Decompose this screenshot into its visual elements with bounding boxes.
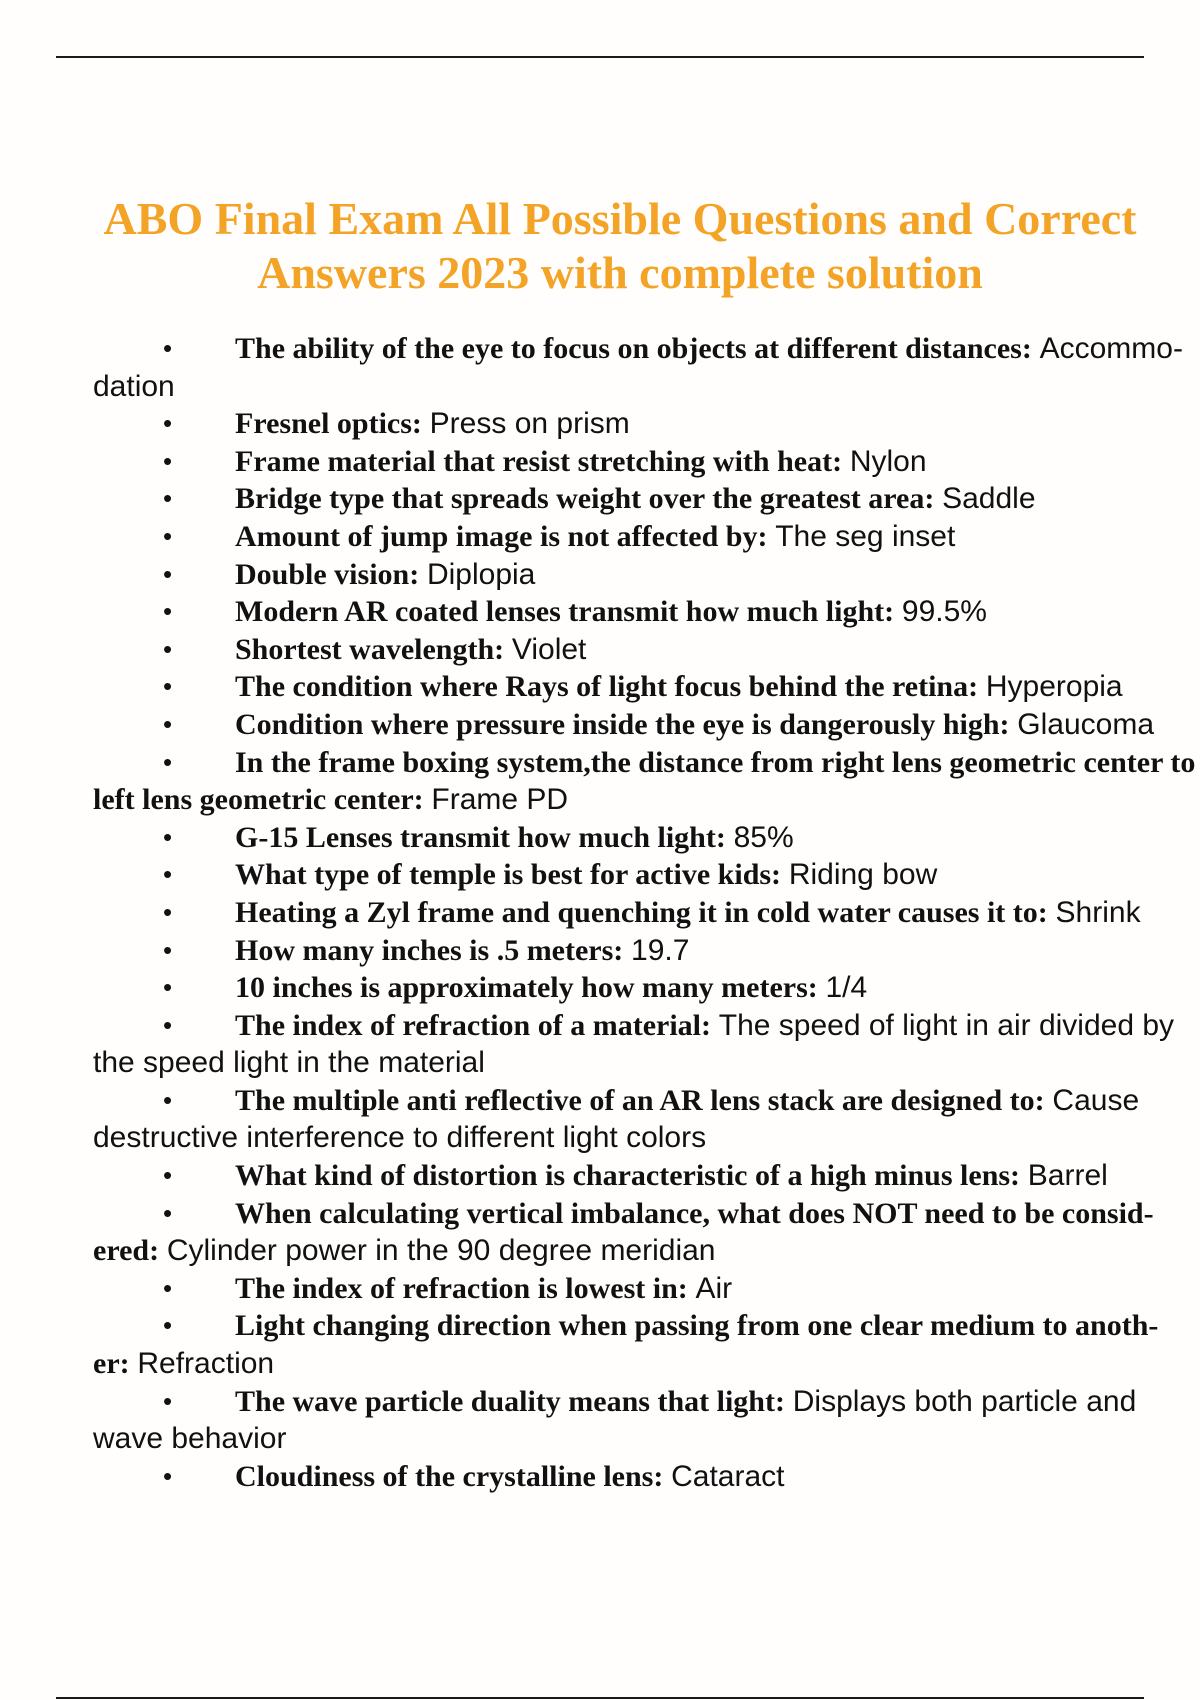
bullet-icon: • [163, 1385, 173, 1416]
answer-text: 1/4 [825, 971, 868, 1005]
list-item [93, 668, 1200, 706]
bullet-icon: • [163, 896, 173, 927]
answer-text: Air [695, 1271, 733, 1305]
answer-text: Frame PD [431, 783, 569, 817]
question-text: The condition where Rays of light focus behind the retina: [235, 670, 979, 704]
list-item [93, 1307, 1200, 1382]
bullet-icon: • [163, 520, 173, 551]
answer-text: Cataract [671, 1459, 785, 1493]
answer-text: 85% [733, 820, 794, 854]
question-text: When calculating vertical imbalance, what does NOT need to be consid- ered: [93, 1196, 1154, 1268]
list-item [93, 1082, 1200, 1157]
list-item [93, 1458, 1200, 1496]
answer-text: Refraction [137, 1347, 275, 1381]
bullet-icon: • [163, 972, 173, 1003]
list-item [93, 1195, 1200, 1270]
question-text: Heating a Zyl frame and quenching it in cold water causes it to: [235, 895, 1048, 929]
answer-text: Glaucoma [1017, 707, 1155, 741]
question-text: 10 inches is approximately how many meters: [235, 971, 818, 1005]
list-item [93, 1270, 1200, 1308]
bullet-icon: • [163, 821, 173, 852]
bullet-icon: • [163, 596, 173, 627]
answer-text: Cylinder power in the 90 degree meridian [166, 1234, 716, 1268]
bullet-icon: • [163, 1197, 173, 1228]
question-text: The index of refraction of a material: [235, 1008, 712, 1042]
answer-text: Displays both particle and wave behavior [93, 1384, 1137, 1456]
list-item [93, 593, 1200, 631]
answer-text: Saddle [942, 482, 1036, 516]
question-text: Fresnel optics: [235, 407, 422, 441]
question-text: Amount of jump image is not affected by: [235, 519, 768, 553]
question-text: Double vision: [235, 557, 420, 591]
question-text: How many inches is .5 meters: [235, 933, 624, 967]
answer-text: Cause destructive interference to different light colors [93, 1083, 1140, 1155]
question-text: Modern AR coated lenses transmit how much light: [235, 595, 895, 629]
answer-text: Violet [511, 632, 587, 666]
bullet-icon: • [163, 483, 173, 514]
answer-text: Hyperopia [985, 670, 1123, 704]
bullet-icon: • [163, 633, 173, 664]
question-text: The wave particle duality means that light: [235, 1384, 785, 1418]
answer-text: Riding bow [788, 858, 938, 892]
bullet-icon: • [163, 671, 173, 702]
list-item [93, 706, 1200, 744]
question-text: Shortest wavelength: [235, 632, 505, 666]
title-line-2: Answers 2023 with complete solution [257, 247, 983, 298]
bullet-icon: • [163, 1084, 173, 1115]
list-item [93, 1383, 1200, 1458]
answer-text: Press on prism [429, 407, 630, 441]
question-text: The ability of the eye to focus on objects at different distances: [235, 332, 1032, 365]
answer-text: 99.5% [901, 595, 987, 629]
answer-text: Barrel [1027, 1159, 1108, 1193]
question-text: Cloudiness of the crystalline lens: [235, 1459, 664, 1493]
answer-text: The speed of light in air divided by the speed light in the material [93, 1008, 1175, 1080]
question-text: The multiple anti reflective of an AR lens stack are designed to: [235, 1083, 1045, 1117]
list-item [93, 1157, 1200, 1195]
list-item [93, 932, 1200, 970]
answer-text: The seg inset [775, 519, 956, 553]
answer-text: Accommo- dation [93, 332, 1183, 403]
bullet-icon: • [163, 746, 173, 777]
bullet-icon: • [163, 708, 173, 739]
question-text: The index of refraction is lowest in: [235, 1271, 688, 1305]
list-item [93, 518, 1200, 556]
list-item [93, 744, 1200, 819]
bullet-icon: • [163, 445, 173, 476]
list-item [93, 819, 1200, 857]
bullet-icon: • [163, 333, 173, 363]
question-text: Condition where pressure inside the eye is dangerously high: [235, 707, 1010, 741]
bullet-icon: • [163, 1310, 173, 1341]
question-answer-list [93, 330, 1200, 1495]
question-text: Bridge type that spreads weight over the greatest area: [235, 482, 935, 516]
list-item [93, 405, 1200, 443]
bullet-icon: • [163, 859, 173, 890]
list-item [93, 969, 1200, 1007]
document-title [40, 192, 1200, 300]
list-item [93, 894, 1200, 932]
question-text: Light changing direction when passing from one clear medium to anoth- er: [93, 1309, 1159, 1381]
bullet-icon: • [163, 934, 173, 965]
list-item [93, 1007, 1200, 1082]
top-rule [56, 56, 1144, 58]
bullet-icon: • [163, 1009, 173, 1040]
list-item [93, 631, 1200, 669]
question-text: What type of temple is best for active kids: [235, 858, 782, 892]
answer-text: 19.7 [631, 933, 690, 967]
list-item [93, 480, 1200, 518]
answer-text: Shrink [1055, 895, 1141, 929]
answer-text: Diplopia [426, 557, 536, 591]
bullet-icon: • [163, 408, 173, 439]
bullet-icon: • [163, 1272, 173, 1303]
question-text: In the frame boxing system,the distance from right lens geometric center to left lens geometric center: [93, 745, 1196, 817]
question-text: Frame material that resist stretching with heat: [235, 444, 843, 478]
bullet-icon: • [163, 558, 173, 589]
list-item [93, 330, 1200, 405]
answer-text: Nylon [849, 444, 927, 478]
list-item [93, 443, 1200, 481]
question-text: G-15 Lenses transmit how much light: [235, 820, 726, 854]
bullet-icon: • [163, 1460, 173, 1491]
title-line-1: ABO Final Exam All Possible Questions and Correct [103, 193, 1137, 244]
list-item [93, 556, 1200, 594]
bottom-rule [56, 1697, 1144, 1699]
question-text: What kind of distortion is characteristic of a high minus lens: [235, 1159, 1021, 1193]
list-item [93, 856, 1200, 894]
bullet-icon: • [163, 1160, 173, 1191]
